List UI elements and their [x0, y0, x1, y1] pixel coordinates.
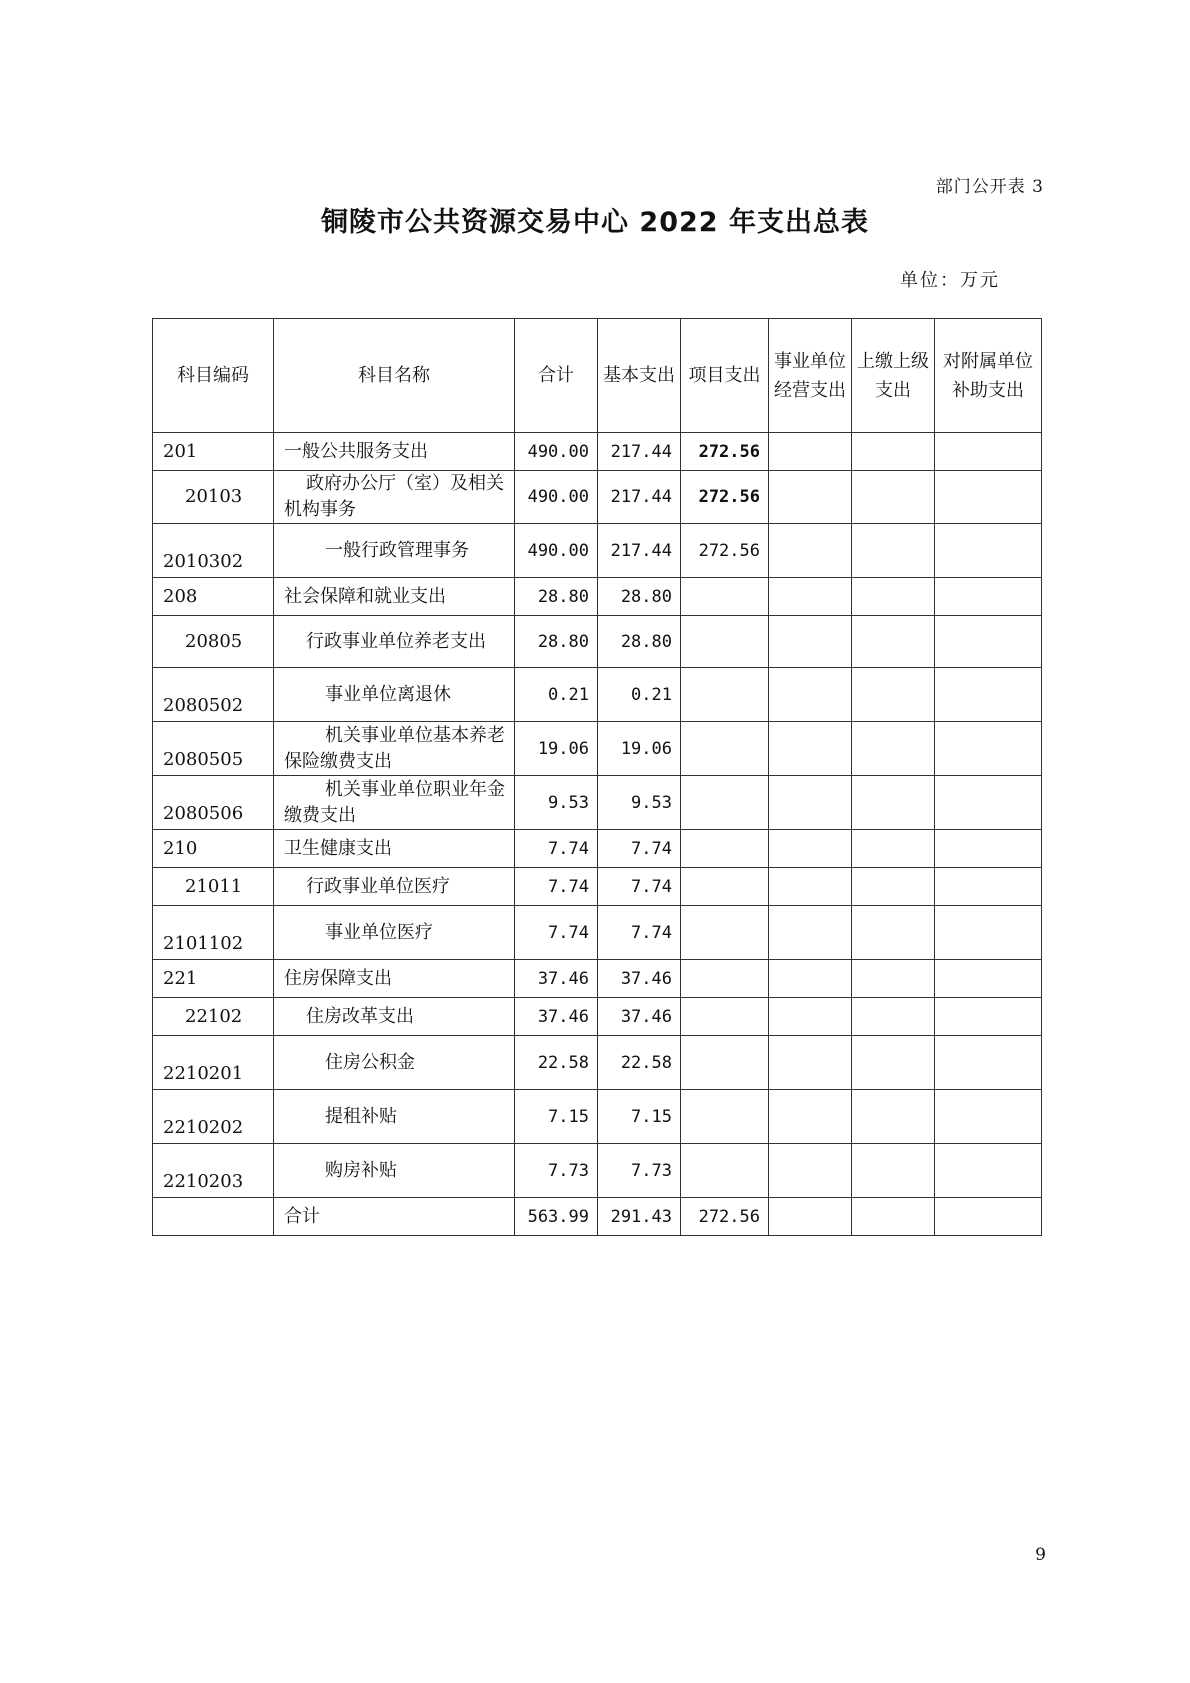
table-header-row — [153, 319, 1042, 433]
basic-cell: 291.43 — [598, 1198, 681, 1236]
total-cell: 7.74 — [515, 906, 598, 960]
table-row — [153, 868, 1042, 906]
total-cell: 490.00 — [515, 433, 598, 471]
code-cell: 2101102 — [153, 906, 274, 960]
project-cell: 272.56 — [681, 471, 769, 524]
code-cell: 210 — [153, 830, 274, 868]
header-subsidy: 对附属单位补助支出 — [935, 319, 1042, 433]
business-cell — [769, 776, 852, 830]
project-cell — [681, 998, 769, 1036]
project-cell: 272.56 — [681, 433, 769, 471]
project-cell — [681, 906, 769, 960]
upper-cell — [852, 998, 935, 1036]
total-cell: 0.21 — [515, 668, 598, 722]
total-cell: 9.53 — [515, 776, 598, 830]
upper-cell — [852, 616, 935, 668]
total-cell: 28.80 — [515, 616, 598, 668]
subsidy-cell — [935, 960, 1042, 998]
upper-cell — [852, 722, 935, 776]
name-cell: 事业单位离退休 — [274, 668, 515, 722]
basic-cell: 9.53 — [598, 776, 681, 830]
code-cell: 20805 — [153, 616, 274, 668]
project-cell — [681, 868, 769, 906]
name-cell: 政府办公厅（室）及相关机构事务 — [274, 471, 515, 524]
code-cell: 208 — [153, 578, 274, 616]
total-cell: 19.06 — [515, 722, 598, 776]
project-cell — [681, 722, 769, 776]
business-cell — [769, 960, 852, 998]
name-cell: 合计 — [274, 1198, 515, 1236]
table-row — [153, 524, 1042, 578]
project-cell — [681, 1144, 769, 1198]
upper-cell — [852, 1090, 935, 1144]
code-cell — [153, 1198, 274, 1236]
table-row — [153, 722, 1042, 776]
total-cell: 7.15 — [515, 1090, 598, 1144]
code-cell: 21011 — [153, 868, 274, 906]
expenditure-table — [152, 318, 1042, 1236]
name-cell: 住房公积金 — [274, 1036, 515, 1090]
code-cell: 2080506 — [153, 776, 274, 830]
name-cell: 购房补贴 — [274, 1144, 515, 1198]
subsidy-cell — [935, 906, 1042, 960]
subsidy-cell — [935, 616, 1042, 668]
document-title: 铜陵市公共资源交易中心 2022 年支出总表 — [321, 207, 869, 238]
subsidy-cell — [935, 830, 1042, 868]
subsidy-cell — [935, 1090, 1042, 1144]
project-cell — [681, 616, 769, 668]
table-row — [153, 1144, 1042, 1198]
project-cell: 272.56 — [681, 1198, 769, 1236]
name-cell: 机关事业单位职业年金缴费支出 — [274, 776, 515, 830]
upper-cell — [852, 1144, 935, 1198]
business-cell — [769, 578, 852, 616]
upper-cell — [852, 471, 935, 524]
table-row — [153, 616, 1042, 668]
project-cell — [681, 578, 769, 616]
total-cell: 37.46 — [515, 960, 598, 998]
business-cell — [769, 1198, 852, 1236]
upper-cell — [852, 668, 935, 722]
code-cell: 2010302 — [153, 524, 274, 578]
basic-cell: 7.15 — [598, 1090, 681, 1144]
project-cell — [681, 960, 769, 998]
total-cell: 28.80 — [515, 578, 598, 616]
business-cell — [769, 722, 852, 776]
subsidy-cell — [935, 998, 1042, 1036]
table-row — [153, 433, 1042, 471]
name-cell: 行政事业单位养老支出 — [274, 616, 515, 668]
header-code: 科目编码 — [153, 319, 274, 433]
total-cell: 490.00 — [515, 524, 598, 578]
table-body — [153, 433, 1042, 1236]
business-cell — [769, 471, 852, 524]
project-cell — [681, 830, 769, 868]
document-label: 部门公开表 3 — [935, 177, 1044, 197]
subsidy-cell — [935, 1198, 1042, 1236]
subsidy-cell — [935, 524, 1042, 578]
business-cell — [769, 906, 852, 960]
table-row — [153, 998, 1042, 1036]
basic-cell: 28.80 — [598, 616, 681, 668]
upper-cell — [852, 1036, 935, 1090]
basic-cell: 37.46 — [598, 998, 681, 1036]
basic-cell: 7.74 — [598, 906, 681, 960]
business-cell — [769, 524, 852, 578]
business-cell — [769, 1090, 852, 1144]
name-cell: 住房保障支出 — [274, 960, 515, 998]
upper-cell — [852, 906, 935, 960]
name-cell: 行政事业单位医疗 — [274, 868, 515, 906]
subsidy-cell — [935, 668, 1042, 722]
name-cell: 卫生健康支出 — [274, 830, 515, 868]
table-row — [153, 906, 1042, 960]
table-row — [153, 1090, 1042, 1144]
basic-cell: 22.58 — [598, 1036, 681, 1090]
table-row — [153, 776, 1042, 830]
business-cell — [769, 616, 852, 668]
code-cell: 22102 — [153, 998, 274, 1036]
code-cell: 2080502 — [153, 668, 274, 722]
unit-label: 单位：万元 — [900, 270, 1000, 291]
business-cell — [769, 1144, 852, 1198]
basic-cell: 7.73 — [598, 1144, 681, 1198]
header-total: 合计 — [515, 319, 598, 433]
total-cell: 490.00 — [515, 471, 598, 524]
header-name: 科目名称 — [274, 319, 515, 433]
upper-cell — [852, 524, 935, 578]
business-cell — [769, 433, 852, 471]
page-number: 9 — [1035, 1545, 1046, 1565]
code-cell: 2210203 — [153, 1144, 274, 1198]
upper-cell — [852, 960, 935, 998]
header-upper: 上缴上级支出 — [852, 319, 935, 433]
name-cell: 社会保障和就业支出 — [274, 578, 515, 616]
business-cell — [769, 668, 852, 722]
code-cell: 2080505 — [153, 722, 274, 776]
table-row — [153, 830, 1042, 868]
basic-cell: 19.06 — [598, 722, 681, 776]
project-cell — [681, 668, 769, 722]
name-cell: 一般公共服务支出 — [274, 433, 515, 471]
business-cell — [769, 868, 852, 906]
subsidy-cell — [935, 1144, 1042, 1198]
total-cell: 22.58 — [515, 1036, 598, 1090]
upper-cell — [852, 830, 935, 868]
name-cell: 一般行政管理事务 — [274, 524, 515, 578]
total-cell: 7.73 — [515, 1144, 598, 1198]
total-cell: 37.46 — [515, 998, 598, 1036]
name-cell: 事业单位医疗 — [274, 906, 515, 960]
basic-cell: 0.21 — [598, 668, 681, 722]
upper-cell — [852, 1198, 935, 1236]
basic-cell: 217.44 — [598, 433, 681, 471]
basic-cell: 28.80 — [598, 578, 681, 616]
project-cell: 272.56 — [681, 524, 769, 578]
table-row — [153, 578, 1042, 616]
subsidy-cell — [935, 722, 1042, 776]
table-row — [153, 1036, 1042, 1090]
total-cell: 563.99 — [515, 1198, 598, 1236]
name-cell: 住房改革支出 — [274, 998, 515, 1036]
total-row — [153, 1198, 1042, 1236]
table-row — [153, 960, 1042, 998]
subsidy-cell — [935, 868, 1042, 906]
subsidy-cell — [935, 578, 1042, 616]
total-cell: 7.74 — [515, 830, 598, 868]
business-cell — [769, 998, 852, 1036]
basic-cell: 217.44 — [598, 524, 681, 578]
subsidy-cell — [935, 471, 1042, 524]
header-project: 项目支出 — [681, 319, 769, 433]
code-cell: 2210202 — [153, 1090, 274, 1144]
project-cell — [681, 1036, 769, 1090]
upper-cell — [852, 868, 935, 906]
subsidy-cell — [935, 433, 1042, 471]
code-cell: 221 — [153, 960, 274, 998]
code-cell: 2210201 — [153, 1036, 274, 1090]
basic-cell: 217.44 — [598, 471, 681, 524]
code-cell: 201 — [153, 433, 274, 471]
header-basic: 基本支出 — [598, 319, 681, 433]
basic-cell: 7.74 — [598, 868, 681, 906]
business-cell — [769, 1036, 852, 1090]
project-cell — [681, 1090, 769, 1144]
total-cell: 7.74 — [515, 868, 598, 906]
upper-cell — [852, 578, 935, 616]
subsidy-cell — [935, 1036, 1042, 1090]
table-row — [153, 668, 1042, 722]
name-cell: 机关事业单位基本养老保险缴费支出 — [274, 722, 515, 776]
subsidy-cell — [935, 776, 1042, 830]
code-cell: 20103 — [153, 471, 274, 524]
basic-cell: 37.46 — [598, 960, 681, 998]
project-cell — [681, 776, 769, 830]
business-cell — [769, 830, 852, 868]
name-cell: 提租补贴 — [274, 1090, 515, 1144]
header-business: 事业单位经营支出 — [769, 319, 852, 433]
upper-cell — [852, 433, 935, 471]
table-row — [153, 471, 1042, 524]
upper-cell — [852, 776, 935, 830]
basic-cell: 7.74 — [598, 830, 681, 868]
